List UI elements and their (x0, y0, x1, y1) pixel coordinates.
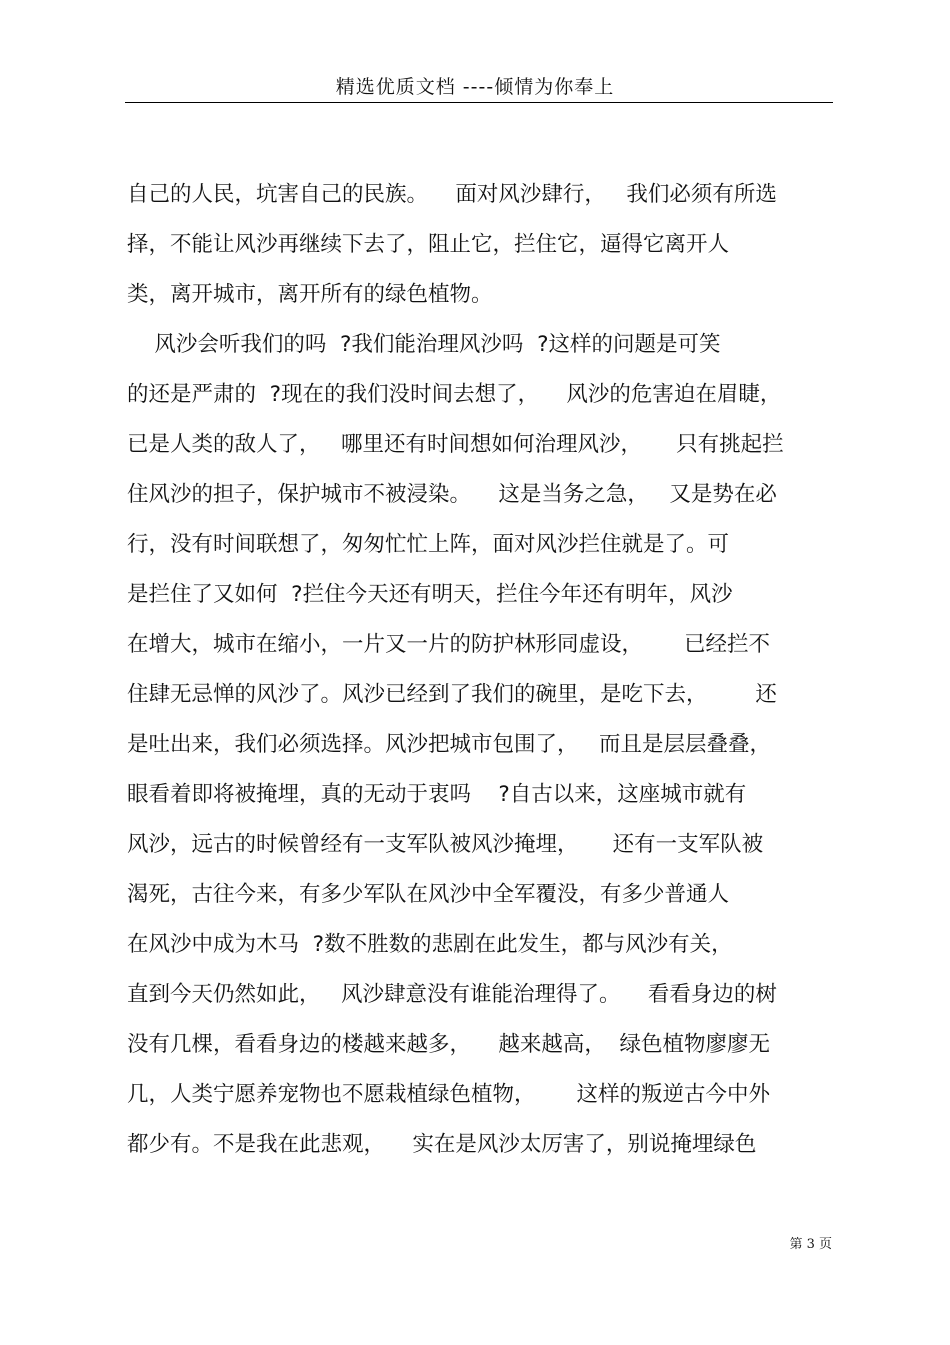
text-line: 类，离开城市，离开所有的绿色植物。 (127, 282, 493, 307)
text-line: 已是人类的敌人了， 哪里还有时间想如何治理风沙， 只有挑起拦 (127, 432, 784, 457)
text-line: 住风沙的担子，保护城市不被浸染。 这是当务之急， 又是势在必 (127, 482, 777, 507)
text-line: 几，人类宁愿养宠物也不愿栽植绿色植物， 这样的叛逆古今中外 (127, 1082, 771, 1107)
page-number: 第 3 页 (789, 1237, 832, 1252)
text-line: 眼看着即将被掩埋，真的无动于衷吗 ?自古以来，这座城市就有 (127, 782, 747, 807)
header-divider (125, 102, 833, 103)
text-line: 是吐出来，我们必须选择。风沙把城市包围了， 而且是层层叠叠， (127, 732, 772, 757)
text-line: 都少有。不是我在此悲观， 实在是风沙太厉害了，别说掩埋绿色 (127, 1132, 757, 1157)
text-line: 自己的人民，坑害自己的民族。 面对风沙肆行， 我们必须有所选 (127, 182, 777, 207)
text-line: 行，没有时间联想了，匆匆忙忙上阵，面对风沙拦住就是了。可 (127, 532, 730, 557)
page-header-title: 精选优质文档 ----倾情为你奉上 (335, 76, 615, 98)
text-line: 没有几棵，看看身边的楼越来越多， 越来越高， 绿色植物廖廖无 (127, 1032, 771, 1057)
text-line: 在增大，城市在缩小，一片又一片的防护林形同虚设， 已经拦不 (127, 632, 771, 657)
text-line: 住肆无忌惮的风沙了。风沙已经到了我们的碗里，是吃下去， 还 (127, 682, 777, 707)
text-line: 风沙，远古的时候曾经有一支军队被风沙掩埋， 还有一支军队被 (127, 832, 764, 857)
text-line: 直到今天仍然如此， 风沙肆意没有谁能治理得了。 看看身边的树 (127, 982, 777, 1007)
text-line: 是拦住了又如何 ?拦住今天还有明天，拦住今年还有明年，风沙 (127, 582, 733, 607)
text-line: 渴死，古往今来，有多少军队在风沙中全军覆没，有多少普通人 (127, 882, 730, 907)
text-line: 的还是严肃的 ?现在的我们没时间去想了， 风沙的危害迫在眉睫， (127, 382, 782, 407)
document-body (127, 170, 832, 1170)
text-line: 在风沙中成为木马 ?数不胜数的悲剧在此发生，都与风沙有关， (127, 932, 733, 957)
text-line: 择，不能让风沙再继续下去了，阻止它，拦住它，逼得它离开人 (127, 232, 730, 257)
text-line: 风沙会听我们的吗 ?我们能治理风沙吗 ?这样的问题是可笑 (127, 332, 721, 357)
